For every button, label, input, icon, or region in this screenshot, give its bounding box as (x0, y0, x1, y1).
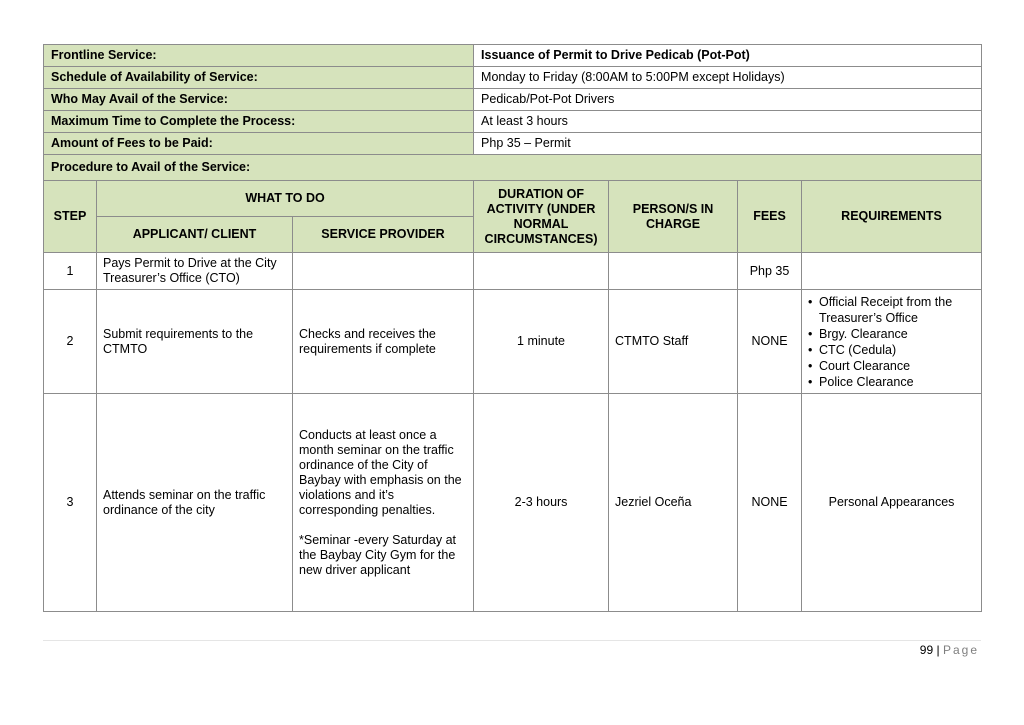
header-applicant: APPLICANT/ CLIENT (97, 217, 293, 253)
info-label: Who May Avail of the Service: (44, 89, 474, 111)
procedure-row (44, 155, 982, 181)
duration (474, 253, 609, 290)
info-value: Pedicab/Pot-Pot Drivers (474, 89, 982, 111)
page-separator: | (936, 643, 940, 657)
applicant-action: Attends seminar on the traffic ordinance of the city (97, 394, 293, 612)
fees: NONE (738, 290, 802, 394)
list-item: • CTC (Cedula) (808, 342, 975, 358)
page-word: Page (942, 643, 979, 657)
info-value: Issuance of Permit to Drive Pedicab (Pot-Pot) (474, 45, 982, 67)
duration: 1 minute (474, 290, 609, 394)
seminar-note: *Seminar -every Saturday at the Baybay City Gym for the new driver applicant (299, 532, 457, 577)
table-row (44, 290, 982, 394)
info-value: Php 35 – Permit (474, 133, 982, 155)
header-step: STEP (44, 181, 97, 253)
fees: NONE (738, 394, 802, 612)
requirements (802, 253, 982, 290)
person-in-charge: Jezriel Oceña (609, 394, 738, 612)
header-fees: FEES (738, 181, 802, 253)
info-label: Frontline Service: (44, 45, 474, 67)
list-item: • Brgy. Clearance (808, 326, 975, 342)
header-row-top (44, 181, 982, 217)
page-number-footer (920, 643, 979, 657)
provider-action (293, 253, 474, 290)
provider-action-text: Conducts at least once a month seminar on the traffic ordinance of the City of Baybay with emphasis on the violations and it’s corresponding penalties. (299, 427, 462, 517)
header-requirements: REQUIREMENTS (802, 181, 982, 253)
procedure-label: Procedure to Avail of the Service: (44, 155, 982, 181)
info-row-frontline-service (44, 45, 982, 67)
table-row (44, 394, 982, 612)
header-person-in-charge: PERSON/S IN CHARGE (609, 181, 738, 253)
info-row-fees (44, 133, 982, 155)
info-label: Maximum Time to Complete the Process: (44, 111, 474, 133)
applicant-action: Pays Permit to Drive at the City Treasurer’s Office (CTO) (97, 253, 293, 290)
header-what-to-do: WHAT TO DO (97, 181, 474, 217)
person-in-charge (609, 253, 738, 290)
step-number: 2 (44, 290, 97, 394)
list-item: • Official Receipt from the Treasurer’s Office (808, 294, 975, 326)
list-item: • Police Clearance (808, 374, 975, 390)
header-duration: DURATION OF ACTIVITY (UNDER NORMAL CIRCUMSTANCES) (474, 181, 609, 253)
info-row-who-may-avail (44, 89, 982, 111)
info-value: Monday to Friday (8:00AM to 5:00PM except Holidays) (474, 67, 982, 89)
info-row-max-time (44, 111, 982, 133)
requirements-list (808, 294, 975, 390)
duration: 2-3 hours (474, 394, 609, 612)
citizen-charter-table (43, 44, 982, 612)
step-number: 1 (44, 253, 97, 290)
info-value: At least 3 hours (474, 111, 982, 133)
provider-action: Checks and receives the requirements if complete (293, 290, 474, 394)
footer-divider (43, 640, 981, 641)
header-service-provider: SERVICE PROVIDER (293, 217, 474, 253)
page-number: 99 (919, 643, 934, 657)
info-label: Schedule of Availability of Service: (44, 67, 474, 89)
list-item: • Court Clearance (808, 358, 975, 374)
provider-action (293, 394, 474, 612)
info-row-schedule (44, 67, 982, 89)
applicant-action: Submit requirements to the CTMTO (97, 290, 293, 394)
step-number: 3 (44, 394, 97, 612)
info-label: Amount of Fees to be Paid: (44, 133, 474, 155)
table-row (44, 253, 982, 290)
fees: Php 35 (738, 253, 802, 290)
requirements (802, 290, 982, 394)
person-in-charge: CTMTO Staff (609, 290, 738, 394)
requirements: Personal Appearances (802, 394, 982, 612)
